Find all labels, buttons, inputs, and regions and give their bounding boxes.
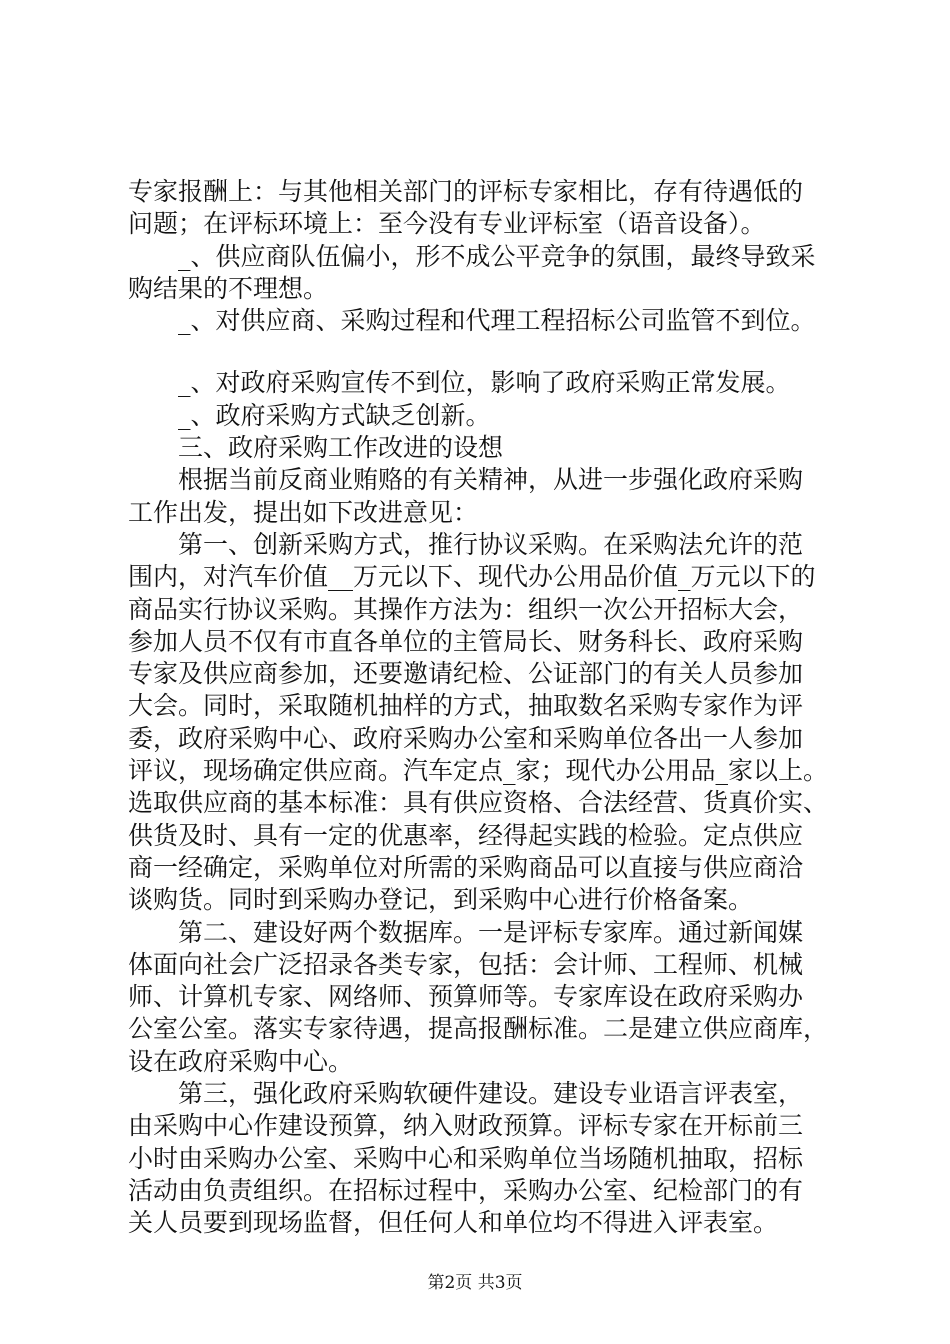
text-line: _、供应商队伍偏小，形不成公平竞争的氛围，最终导致采: [128, 241, 816, 271]
text-line: _、对政府采购宣传不到位，影响了政府采购正常发展。: [128, 368, 791, 398]
text-line: 活动由负责组织。在招标过程中，采购办公室、纪检部门的有: [128, 1175, 804, 1205]
text-line: 公室公室。落实专家待遇，提高报酬标准。二是建立供应商库，: [128, 1014, 829, 1044]
text-line: 关人员要到现场监督，但任何人和单位均不得进入评表室。: [128, 1208, 779, 1238]
text-line: 第二、建设好两个数据库。一是评标专家库。通过新闻媒: [128, 917, 804, 947]
text-line: 小时由采购办公室、采购中心和采购单位当场随机抽取，招标: [128, 1143, 804, 1173]
text-line: 问题；在评标环境上：至今没有专业评标室（语音设备）。: [128, 209, 766, 239]
text-line: 专家报酬上：与其他相关部门的评标专家相比，存有待遇低的: [128, 177, 804, 206]
text-line: 选取供应商的基本标准：具有供应资格、合法经营、货真价实、: [128, 788, 829, 818]
text-line: 工作出发，提出如下改进意见：: [128, 497, 479, 527]
text-line: 由采购中心作建设预算，纳入财政预算。评标专家在开标前三: [128, 1111, 804, 1141]
text-line: 师、计算机专家、网络师、预算师等。专家库设在政府采购办: [128, 982, 804, 1012]
text-line: 谈购货。同时到采购办登记，到采购中心进行价格备案。: [128, 885, 754, 915]
text-line: 体面向社会广泛招录各类专家，包括：会计师、工程师、机械: [128, 949, 804, 979]
text-line: _、对供应商、采购过程和代理工程招标公司监管不到位。: [128, 306, 816, 336]
page-footer: 第2页 共3页: [427, 1273, 523, 1293]
section-heading: 三、政府采购工作改进的设想: [128, 433, 504, 463]
text-line: 第三，强化政府采购软硬件建设。建设专业语言评表室，: [128, 1079, 804, 1109]
text-line: 围内，对汽车价值__万元以下、现代办公用品价值_万元以下的: [128, 562, 816, 592]
text-line: _、政府采购方式缺乏创新。: [128, 400, 491, 430]
text-line: 根据当前反商业贿赂的有关精神，从进一步强化政府采购: [128, 465, 804, 495]
text-line: 大会。同时，采取随机抽样的方式，抽取数名采购专家作为评: [128, 691, 804, 721]
text-line: 专家及供应商参加，还要邀请纪检、公证部门的有关人员参加: [128, 659, 804, 689]
text-line: 委，政府采购中心、政府采购办公室和采购单位各出一人参加: [128, 723, 804, 753]
text-line: 设在政府采购中心。: [128, 1046, 354, 1076]
text-line: 第一、创新采购方式，推行协议采购。在采购法允许的范: [128, 529, 804, 559]
text-line: 商品实行协议采购。其操作方法为：组织一次公开招标大会，: [128, 594, 804, 624]
text-line: 参加人员不仅有市直各单位的主管局长、财务科长、政府采购: [128, 626, 804, 656]
paragraph-gap: [128, 337, 838, 367]
text-line: 供货及时、具有一定的优惠率，经得起实践的检验。定点供应: [128, 820, 804, 850]
text-line: 购结果的不理想。: [128, 273, 329, 303]
document-body: [128, 176, 838, 1240]
text-line: 商一经确定，采购单位对所需的采购商品可以直接与供应商洽: [128, 852, 804, 882]
text-line: 评议，现场确定供应商。汽车定点_家；现代办公用品_家以上。: [128, 756, 829, 786]
